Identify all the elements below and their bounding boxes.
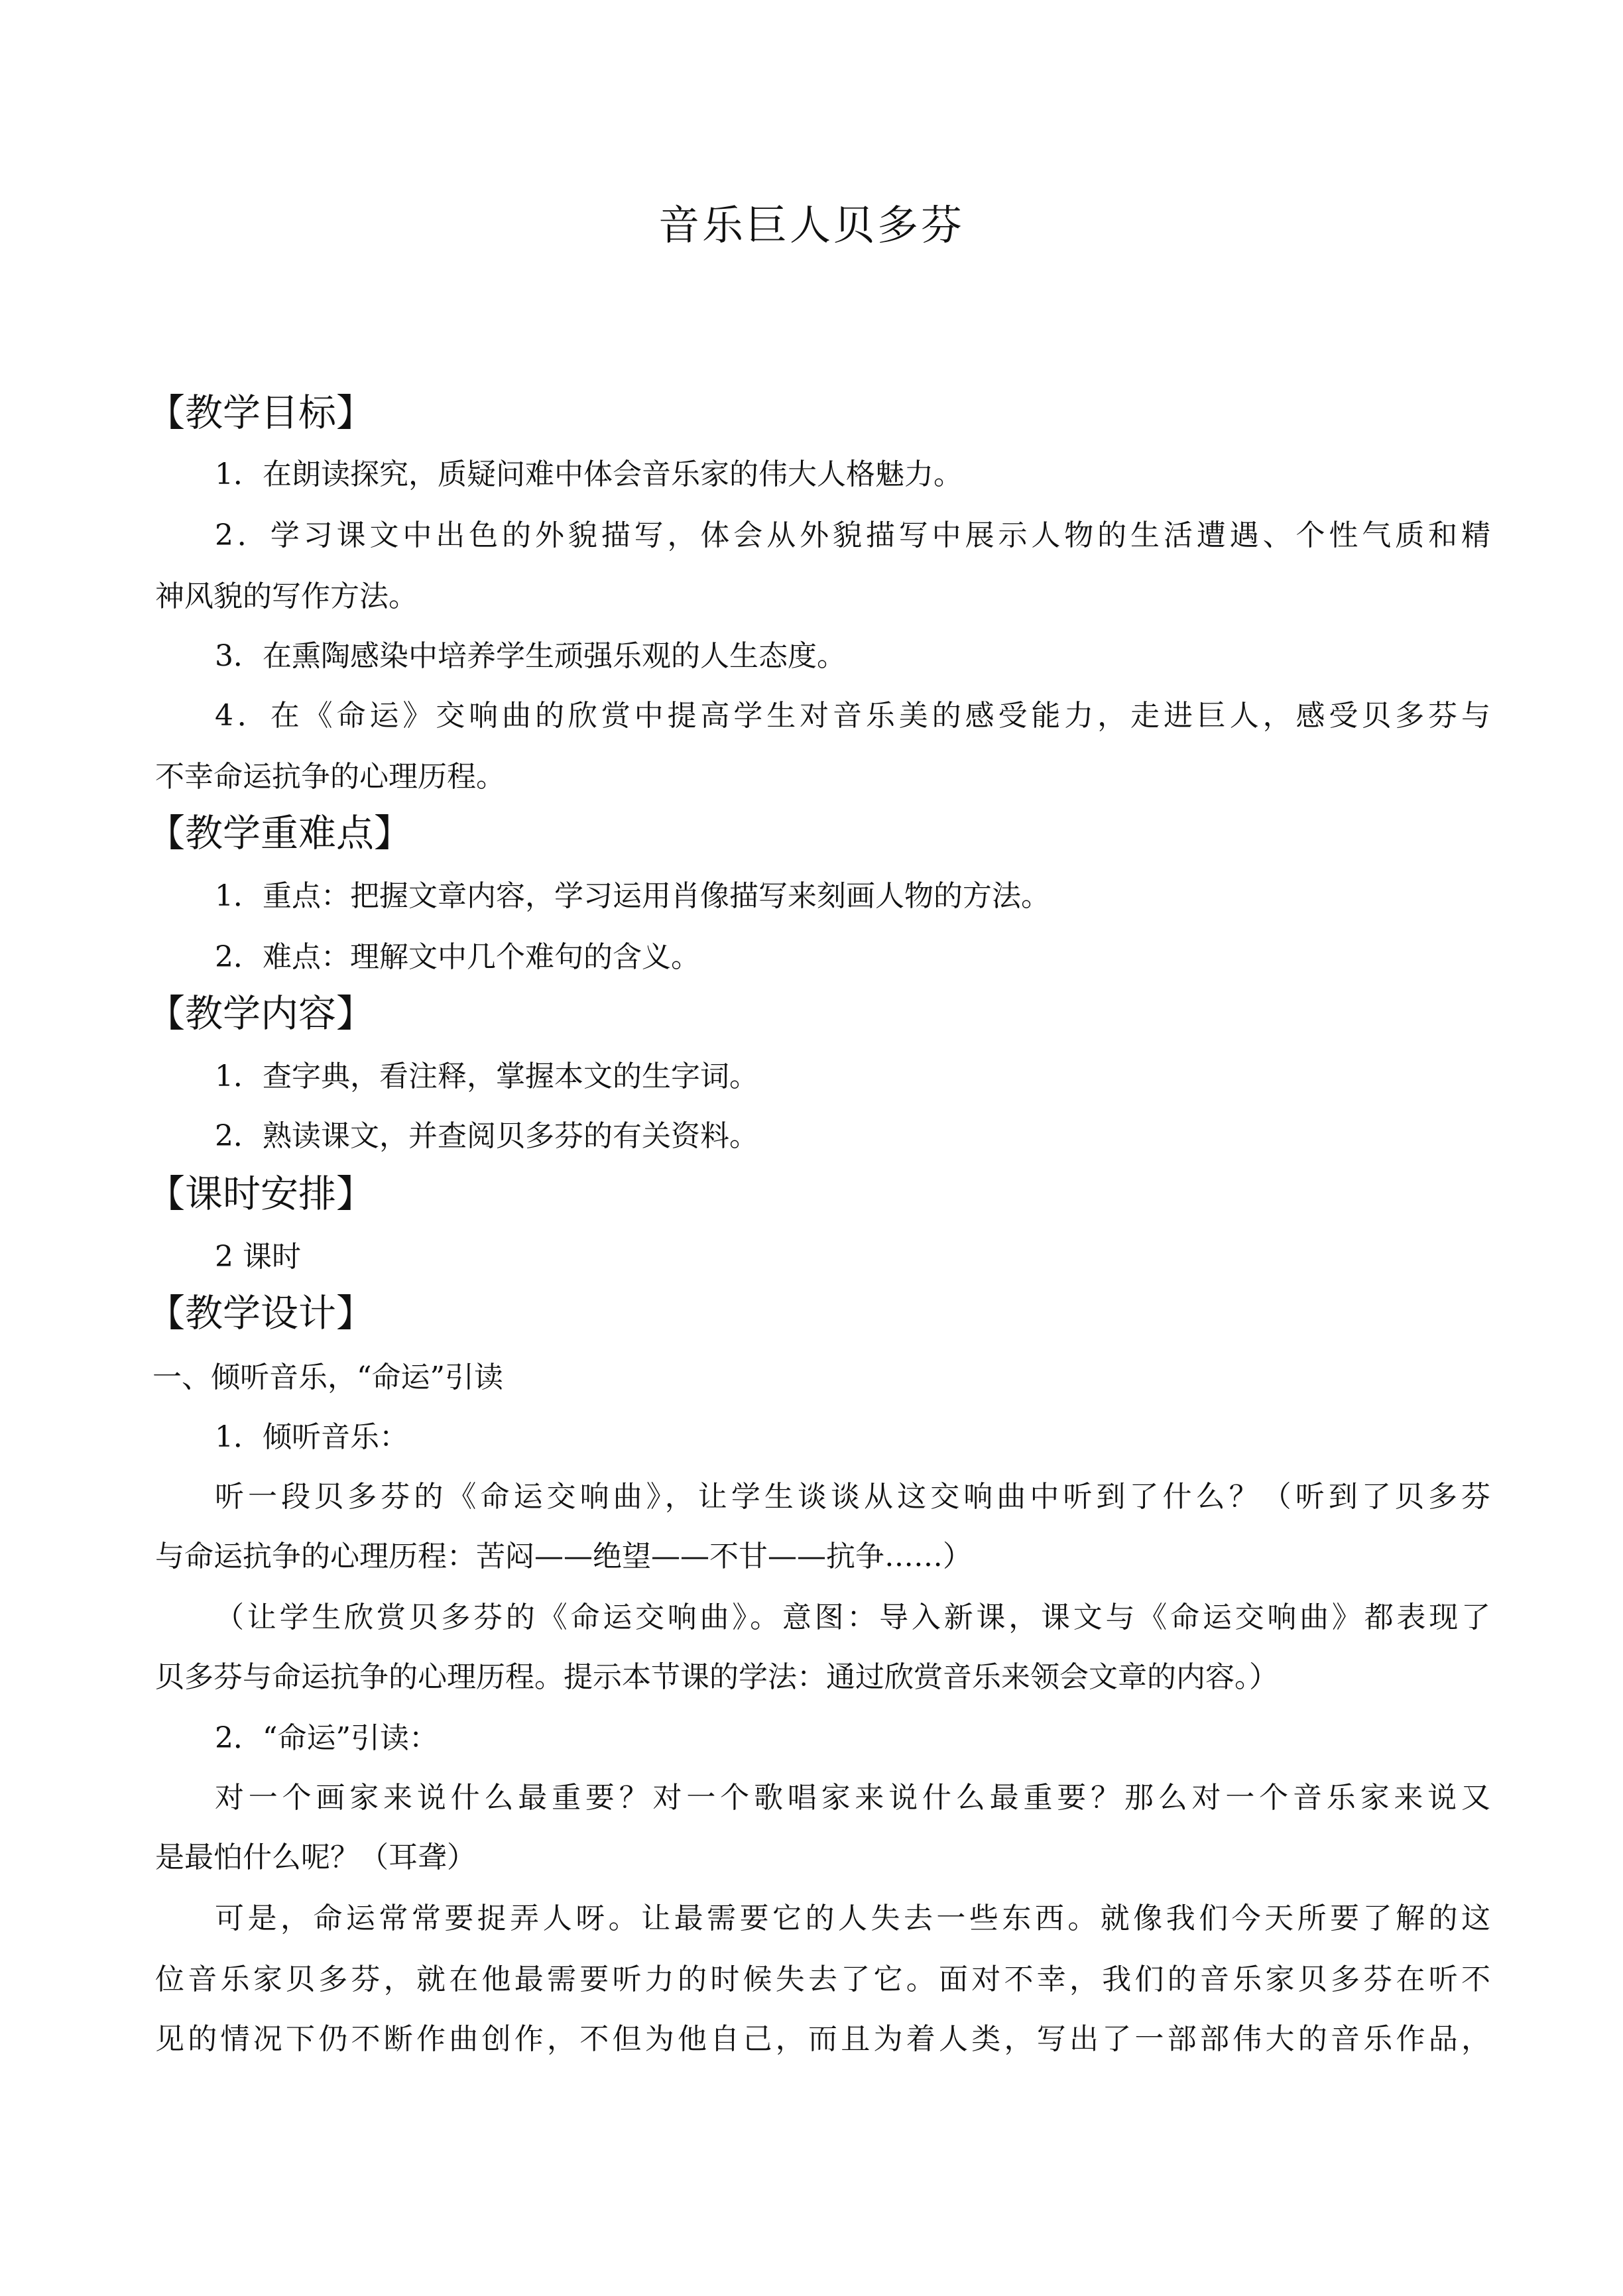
page-title: 音乐巨人贝多芬 <box>658 201 965 249</box>
design-paragraph: 可是，命运常常要捉弄人呀。让最需要它的人失去一些东西。就像我们今天所要了解的这 <box>215 1902 1490 1935</box>
objective-item-continued: 不幸命运抗争的心理历程。 <box>155 760 505 794</box>
key-point-item: 1．重点：把握文章内容，学习运用肖像描写来刻画人物的方法。 <box>215 879 1050 913</box>
schedule-item: 2 课时 <box>215 1240 301 1274</box>
objective-item: 2．学习课文中出色的外貌描写，体会从外貌描写中展示人物的生活遭遇、个性气质和精 <box>215 518 1490 552</box>
design-paragraph-continued: 见的情况下仍不断作曲创作，不但为他自己，而且为着人类，写出了一部部伟大的音乐作品， <box>155 2022 1490 2056</box>
design-paragraph-continued: 贝多芬与命运抗争的心理历程。提示本节课的学法：通过欣赏音乐来领会文章的内容。） <box>155 1660 1278 1694</box>
objective-item-continued: 神风貌的写作方法。 <box>155 579 418 613</box>
content-item: 2．熟读课文，并查阅贝多芬的有关资料。 <box>215 1119 758 1153</box>
objective-item: 3．在熏陶感染中培养学生顽强乐观的人生态度。 <box>215 639 846 673</box>
objective-item: 4．在《命运》交响曲的欣赏中提高学生对音乐美的感受能力，走进巨人，感受贝多芬与 <box>215 699 1490 733</box>
design-paragraph: 对一个画家来说什么最重要？对一个歌唱家来说什么最重要？那么对一个音乐家来说又 <box>215 1781 1490 1815</box>
section-heading-objectives: 【教学目标】 <box>147 391 374 435</box>
design-paragraph: （让学生欣赏贝多芬的《命运交响曲》。意图：导入新课，课文与《命运交响曲》都表现了 <box>215 1601 1490 1634</box>
section-heading-schedule: 【课时安排】 <box>147 1172 374 1216</box>
design-step: 2．“命运”引读： <box>215 1721 438 1755</box>
design-paragraph-continued: 与命运抗争的心理历程：苦闷——绝望——不甘——抗争……） <box>155 1540 972 1573</box>
section-heading-design: 【教学设计】 <box>147 1292 374 1335</box>
design-subheading: 一、倾听音乐，“命运”引读 <box>152 1360 503 1394</box>
objective-item: 1．在朗读探究，质疑问难中体会音乐家的伟大人格魅力。 <box>215 457 963 491</box>
content-item: 1．查字典，看注释，掌握本文的生字词。 <box>215 1059 758 1093</box>
section-heading-content: 【教学内容】 <box>147 992 374 1036</box>
key-point-item: 2．难点：理解文中几个难句的含义。 <box>215 940 700 974</box>
design-paragraph: 听一段贝多芬的《命运交响曲》，让学生谈谈从这交响曲中听到了什么？（听到了贝多芬 <box>215 1480 1490 1514</box>
section-heading-key-points: 【教学重难点】 <box>147 812 412 855</box>
design-step: 1．倾听音乐： <box>215 1420 408 1454</box>
design-paragraph-continued: 位音乐家贝多芬，就在他最需要听力的时候失去了它。面对不幸，我们的音乐家贝多芬在听不 <box>155 1963 1490 1996</box>
design-paragraph-continued: 是最怕什么呢？（耳聋） <box>155 1841 476 1874</box>
